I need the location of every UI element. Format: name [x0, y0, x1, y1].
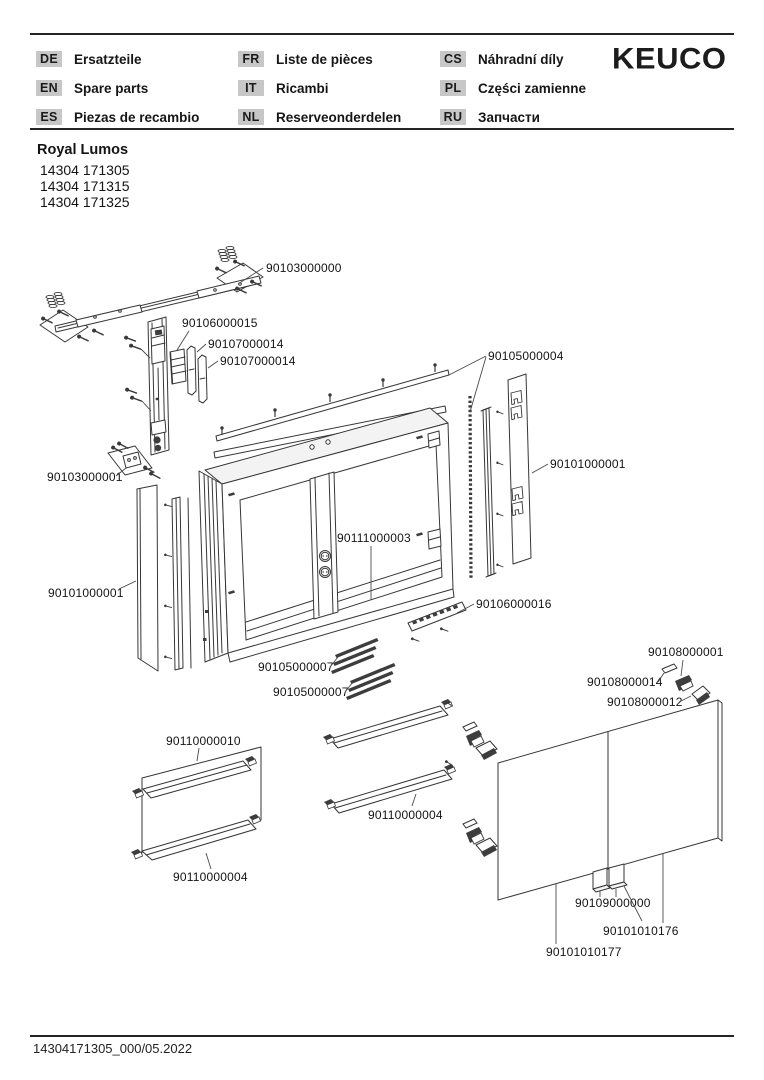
- lang-label-pl: Części zamienne: [478, 80, 587, 96]
- lang-label-ru: Запчасти: [478, 109, 540, 125]
- cabinet-body-drawing: [199, 363, 454, 662]
- lang-label-fr: Liste de pièces: [276, 51, 373, 67]
- lang-badge-de: DE: [36, 51, 62, 67]
- lang-badge-pl: PL: [440, 80, 466, 96]
- lang-badge-es: ES: [36, 109, 62, 125]
- lang-badge-fr: FR: [238, 51, 264, 67]
- back-panel-right-drawing: [470, 374, 531, 580]
- lang-label-de: Ersatzteile: [74, 51, 142, 67]
- part-label-adjuster-block: 90106000015: [182, 316, 258, 330]
- part-label-led-strip: 90106000016: [476, 597, 552, 611]
- lang-badge-nl: NL: [238, 109, 264, 125]
- part-label-handle-set: 90109000000: [575, 896, 651, 910]
- lang-badge-cs: CS: [440, 51, 466, 67]
- part-label-seal-strip: 90105000004: [488, 349, 564, 363]
- model-number: 14304 171325: [40, 194, 130, 210]
- lang-label-es: Piezas de recambio: [74, 109, 200, 125]
- model-number: 14304 171315: [40, 178, 130, 194]
- part-label-gasket-a: 90107000014: [208, 337, 284, 351]
- part-label-side-panel-right: 90101000001: [550, 457, 626, 471]
- adjuster-block-drawing: [170, 349, 186, 384]
- part-label-bracket: 90103000001: [47, 470, 123, 484]
- keuco-logo: KEUCO: [612, 42, 727, 76]
- part-label-shelf-set: 90110000010: [166, 734, 241, 748]
- bottom-rule: [30, 1035, 734, 1037]
- part-label-door-right: 90101010176: [603, 924, 679, 938]
- hanging-rail-drawing: [123, 317, 169, 455]
- part-label-cabinet-body: 90111000003: [337, 531, 411, 545]
- part-label-hinge-cover: 90108000014: [587, 675, 663, 689]
- shelf-set-middle-drawing: [323, 699, 456, 813]
- shelf-set-left-drawing: [131, 747, 261, 860]
- part-label-side-panel-left: 90101000001: [48, 586, 124, 600]
- lang-label-nl: Reserveonderdelen: [276, 109, 402, 125]
- part-label-mounting-rail: 90103000000: [266, 261, 342, 275]
- lang-label-it: Ricambi: [276, 80, 329, 96]
- part-label-shelf-mid: 90110000004: [368, 808, 443, 822]
- product-name: Royal Lumos: [37, 142, 129, 158]
- model-number: 14304 171305: [40, 162, 130, 178]
- lang-label-en: Spare parts: [74, 80, 149, 96]
- part-label-profile-b: 90105000007: [273, 685, 349, 699]
- door-assembly-drawing: [463, 664, 722, 900]
- lang-label-cs: Náhradní díly: [478, 51, 564, 67]
- part-label-profile-a: 90105000007: [258, 660, 334, 674]
- lang-badge-en: EN: [36, 80, 62, 96]
- part-label-gasket-b: 90107000014: [220, 354, 296, 368]
- side-panel-left-drawing: [137, 485, 191, 671]
- document-code: 14304171305_000/05.2022: [33, 1041, 193, 1056]
- part-label-door-left: 90101010177: [546, 945, 622, 959]
- lang-badge-ru: RU: [440, 109, 466, 125]
- part-label-hinge: 90108000012: [607, 695, 683, 709]
- part-label-shelf-left: 90110000004: [173, 870, 248, 884]
- lang-badge-it: IT: [238, 80, 264, 96]
- part-label-hinge-clip: 90108000001: [648, 645, 724, 659]
- gasket-strips-drawing: [187, 346, 207, 403]
